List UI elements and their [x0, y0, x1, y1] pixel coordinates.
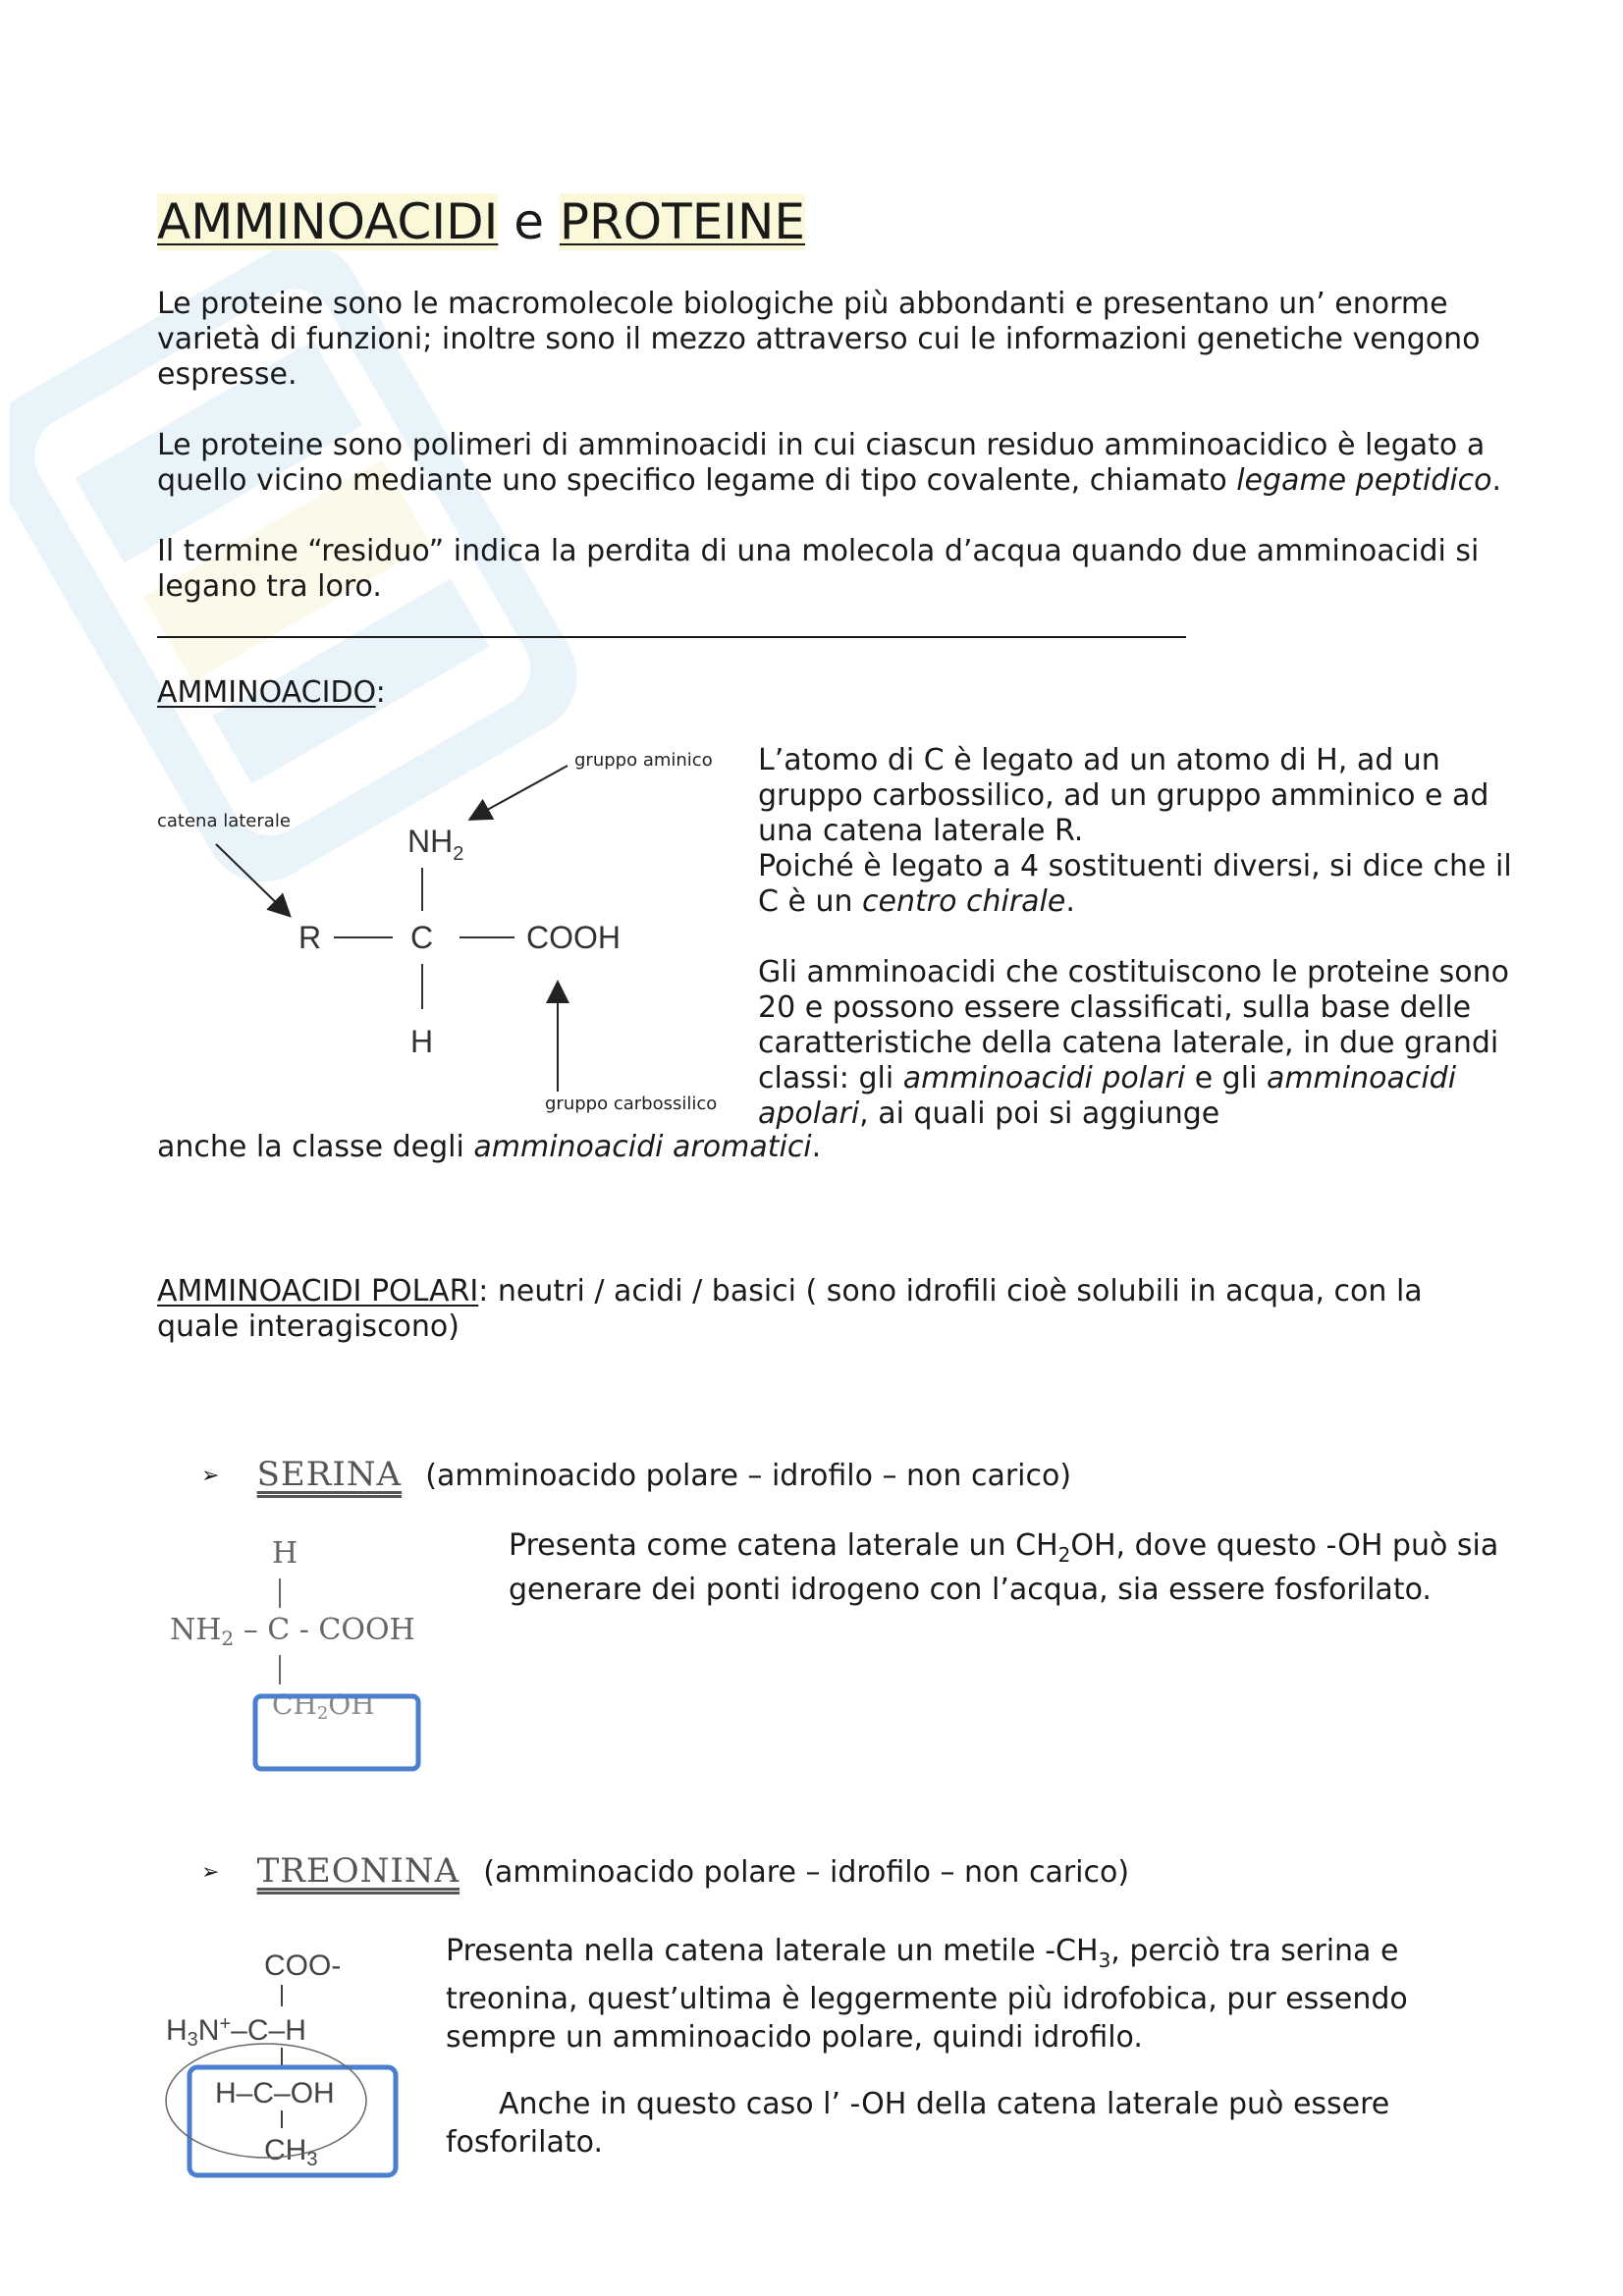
serina-name: SERINA	[256, 1455, 403, 1494]
serina-classification: (amminoacido polare – idrofilo – non carico)	[425, 1459, 1072, 1493]
treonina-name: TREONINA	[256, 1851, 460, 1891]
serina-structure	[162, 1529, 457, 1775]
treonina-c-h: –C–H	[231, 2014, 306, 2047]
serina-side-chain	[272, 1688, 375, 1724]
cooh-group: COOH	[526, 920, 621, 955]
arrow-amino	[471, 766, 568, 819]
aromatici-emphasis: amminoacidi aromatici	[473, 1130, 812, 1164]
r-group: R	[298, 920, 322, 955]
polari-emphasis: amminoacidi polari	[902, 1061, 1186, 1095]
treonina-text-b: , perciò tra serina e treonina, quest’ultima è leggermente più idrofobica, pur essendo sempre un amminoacido polare, quindi idrofilo.	[446, 1934, 1408, 2055]
treonina-h-sub: 3	[187, 2029, 198, 2051]
treonina-structure	[162, 1942, 457, 2187]
bullet-icon: ➢	[201, 1860, 220, 1885]
chiral-end: .	[1065, 884, 1075, 919]
polari-description: : neutri / acidi / basici ( sono idrofili cioè solubili in acqua, con la quale interagiscono)	[157, 1274, 1423, 1344]
intro-paragraph-3: Il termine “residuo” indica la perdita di una molecola d’acqua quando due amminoacidi si legano tra loro.	[157, 534, 1480, 604]
intro-paragraph-1: Le proteine sono le macromolecole biologiche più abbondanti e presentano un’ enorme varietà di funzioni; inoltre sono il mezzo attraverso cui le informazioni genetiche vengono espresse.	[157, 287, 1481, 392]
intro-p2-emphasis: legame peptidico	[1236, 463, 1492, 498]
classes-text: Gli amminoacidi che costituiscono le proteine sono 20 e possono essere classificati, sulla base delle caratteristiche della catena laterale, in due grandi classi: gli	[758, 955, 1509, 1095]
aromatici-text: anche la classe degli	[157, 1130, 474, 1164]
polari-heading	[157, 1274, 1502, 1345]
treonina-h: H	[166, 2014, 188, 2047]
title-connector: e	[498, 193, 560, 250]
intro-paragraph-2	[157, 428, 1502, 499]
serina-text-sub: 2	[1057, 1543, 1071, 1567]
title-proteine: PROTEINE	[559, 193, 806, 250]
treonina-plus: +	[219, 2013, 232, 2035]
apolari-emphasis: amminoacidi apolari	[758, 1061, 1457, 1131]
intro-p2-end: .	[1491, 463, 1502, 498]
treonina-text-sub: 3	[1098, 1949, 1111, 1972]
treonina-ch: CH	[264, 2134, 307, 2166]
treonina-description-1	[446, 1932, 1506, 2056]
label-gruppo-carbossilico: gruppo carbossilico	[545, 1094, 718, 1114]
serina-ch: CH	[272, 1688, 317, 1721]
treonina-heading	[201, 1851, 1517, 1891]
arrow-chain	[216, 844, 289, 915]
treonina-description-2: Anche in questo caso l’ -OH della catena laterale può essere fosforilato.	[446, 2087, 1390, 2160]
serina-c-cooh: – C - COOH	[234, 1613, 415, 1647]
serina-text-b: OH, dove questo -OH può sia generare dei ponti idrogeno con l’acqua, sia essere fosforilato.	[509, 1528, 1499, 1607]
aromatici-line	[157, 1130, 1502, 1165]
chiral-text: Poiché è legato a 4 sostituenti diversi, si dice che il C è un	[758, 849, 1512, 919]
serina-h: H	[272, 1536, 298, 1571]
nh2-text: NH	[407, 824, 454, 859]
serina-text-a: Presenta come catena laterale un CH	[509, 1528, 1058, 1563]
treonina-side-chain: H–C–OH	[215, 2077, 335, 2109]
section-divider	[157, 636, 1186, 638]
intro-p2-text: Le proteine sono polimeri di amminoacidi in cui ciascun residuo amminoacidico è legato a quello vicino mediante uno specifico legame di tipo covalente, chiamato	[157, 428, 1486, 498]
treonina-coo: COO-	[264, 1949, 342, 1982]
hydrogen: H	[410, 1024, 434, 1059]
serina-nh: NH	[170, 1613, 222, 1647]
amino-acid-structure-diagram	[147, 736, 746, 1129]
page-title	[157, 192, 805, 251]
amminoacido-heading	[157, 675, 386, 711]
aromatici-end: .	[811, 1130, 822, 1164]
amminoacido-heading-text: AMMINOACIDO	[157, 675, 376, 710]
amminoacido-text-2	[758, 849, 1514, 920]
amminoacido-text-3	[758, 955, 1514, 1132]
bullet-icon: ➢	[201, 1464, 220, 1488]
central-carbon: C	[410, 920, 434, 955]
treonina-ch-sub: 3	[306, 2149, 318, 2170]
serina-ch-sub: 2	[316, 1703, 329, 1724]
serina-heading	[201, 1455, 1517, 1494]
amminoacido-heading-colon: :	[375, 675, 386, 710]
label-gruppo-aminico: gruppo aminico	[574, 750, 713, 771]
serina-nh-sub: 2	[221, 1627, 235, 1650]
title-amminoacidi: AMMINOACIDI	[157, 193, 499, 250]
serina-oh: OH	[328, 1688, 375, 1721]
label-catena-laterale: catena laterale	[157, 811, 291, 831]
polari-heading-text: AMMINOACIDI POLARI	[157, 1274, 479, 1308]
treonina-classification: (amminoacido polare – idrofilo – non carico)	[483, 1855, 1130, 1890]
amminoacido-text-1: L’atomo di C è legato ad un atomo di H, ad un gruppo carbossilico, ad un gruppo amminico e ad una catena laterale R.	[758, 743, 1489, 848]
serina-main-chain	[170, 1613, 415, 1650]
treonina-text-a: Presenta nella catena laterale un metile -CH	[446, 1934, 1099, 1968]
chiral-emphasis: centro chirale	[862, 884, 1066, 919]
treonina-n: N	[197, 2014, 220, 2047]
classes-connector: e gli	[1185, 1061, 1267, 1095]
classes-tail: , ai quali poi si aggiunge	[859, 1096, 1220, 1131]
nh2-sub: 2	[453, 843, 464, 865]
serina-description	[509, 1528, 1500, 1608]
nh2-group	[407, 824, 463, 865]
amminoacido-description	[758, 743, 1514, 1132]
